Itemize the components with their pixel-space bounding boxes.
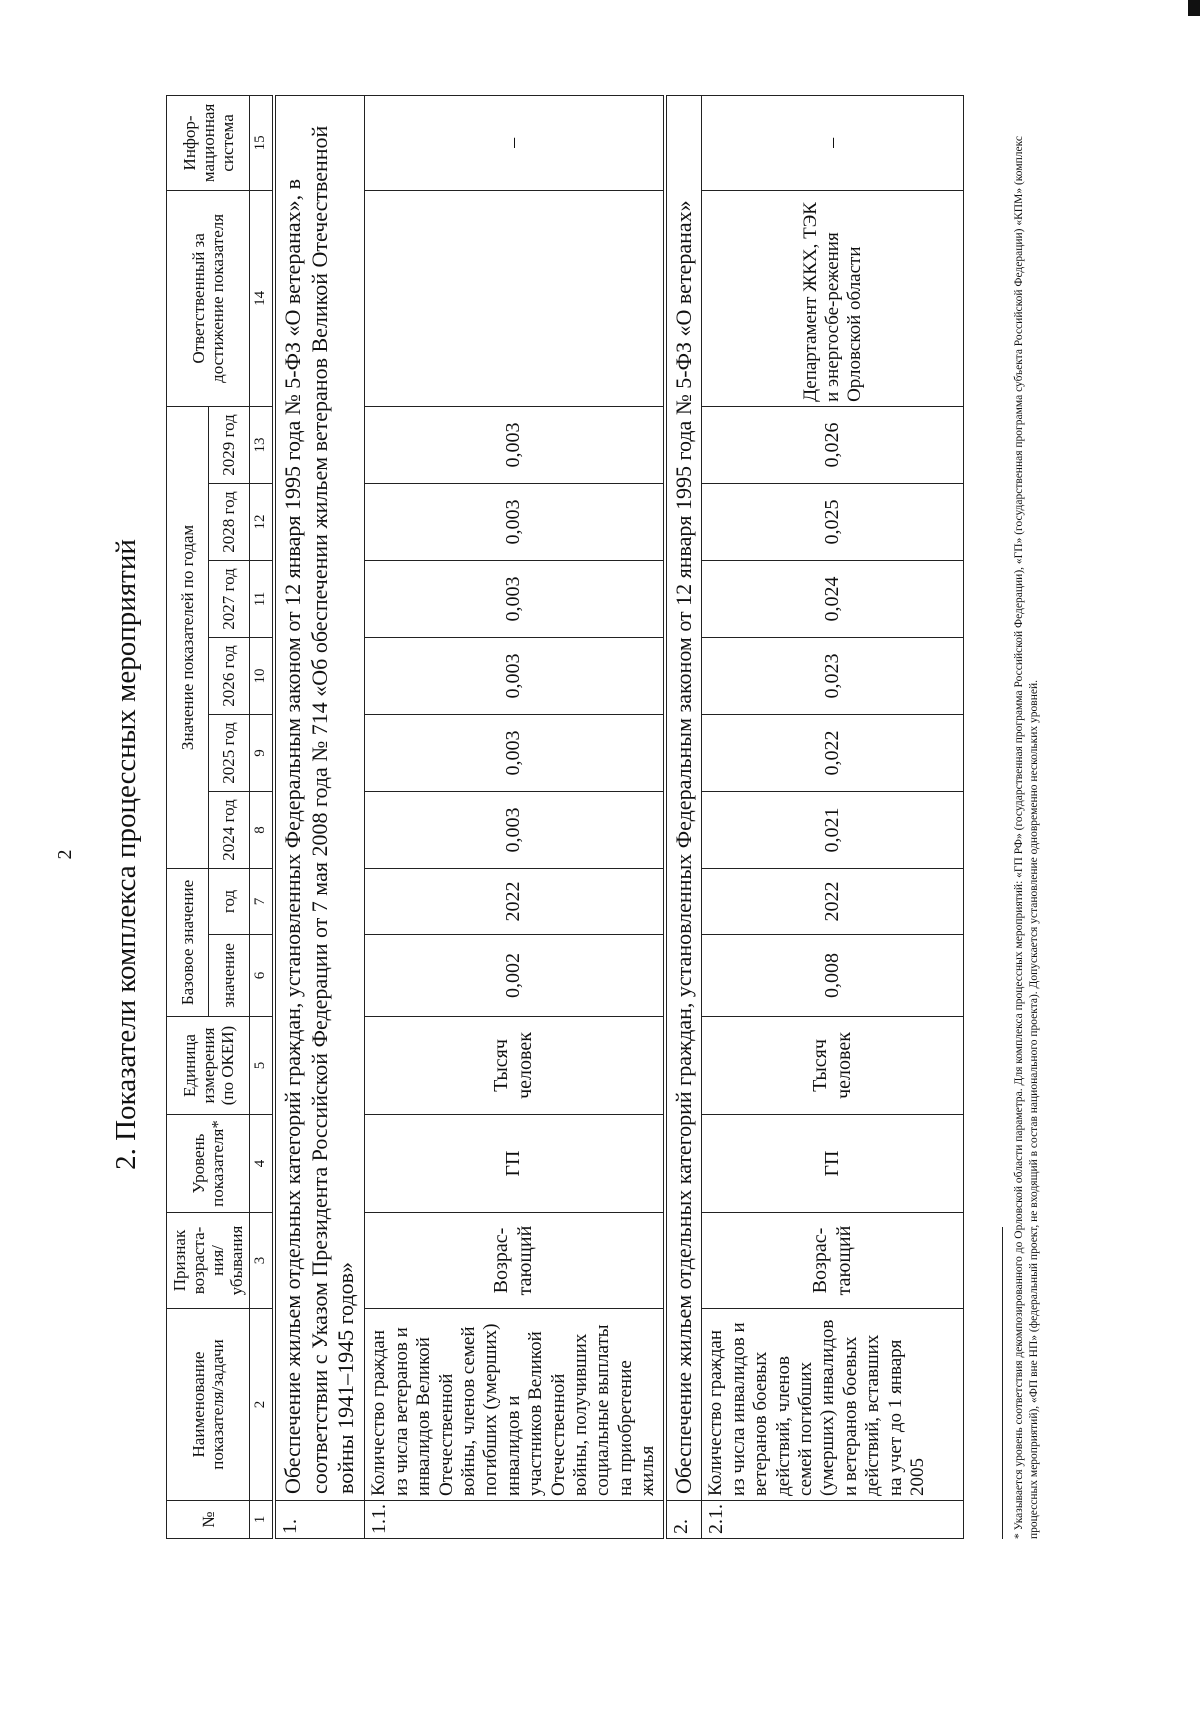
col-number: 12	[250, 483, 274, 560]
row-number: 1.1.	[365, 1501, 665, 1539]
col-number: 5	[250, 1017, 274, 1115]
unit-cell: Тысяч человек	[365, 1017, 665, 1115]
section-number: 2.	[665, 1501, 702, 1539]
value-2027: 0,024	[702, 560, 964, 637]
col-number: 3	[250, 1213, 274, 1309]
header-year-2024: 2024 год	[208, 791, 250, 868]
header-year-2029: 2029 год	[208, 406, 250, 483]
scan-corner-mark	[1188, 0, 1200, 16]
header-year-2027: 2027 год	[208, 560, 250, 637]
table-row	[702, 95, 964, 1538]
base-year-cell: 2022	[365, 868, 665, 934]
value-2028: 0,025	[702, 483, 964, 560]
table-row	[365, 95, 665, 1538]
column-numbers-row	[250, 95, 274, 1538]
col-number: 7	[250, 868, 274, 934]
col-number: 6	[250, 935, 274, 1017]
value-2025: 0,003	[365, 714, 665, 791]
section-title: Обеспечение жильем отдельных категорий граждан, установленных Федеральным законом от 12 января 1995 года № 5-ФЗ «О ветеранах», в соответствии с Указом Президента Российской Федерации от 7 мая 2008 года № 714 «Об обеспечении жильем ветеранов Великой Отечественной войны 1941–1945 годов»	[274, 95, 365, 1500]
value-2029: 0,003	[365, 406, 665, 483]
header-base: Базовое значение	[167, 868, 209, 1016]
header-unit: Единица измерения (по ОКЕИ)	[167, 1017, 250, 1115]
section-number: 1.	[274, 1501, 365, 1539]
col-number: 9	[250, 714, 274, 791]
header-info-system: Инфор-мационная система	[167, 95, 250, 190]
header-base-year: год	[208, 868, 250, 934]
indicators-table	[166, 95, 964, 1539]
value-2026: 0,023	[702, 637, 964, 714]
base-value-cell: 0,008	[702, 935, 964, 1017]
base-year-cell: 2022	[702, 868, 964, 934]
value-2026: 0,003	[365, 637, 665, 714]
header-level: Уровень показателя*	[167, 1115, 250, 1213]
trend-cell: Возрас-тающий	[702, 1213, 964, 1309]
header-year-2028: 2028 год	[208, 483, 250, 560]
col-number: 14	[250, 190, 274, 406]
page-title: 2. Показатели комплекса процессных мероприятий	[110, 539, 142, 1170]
header-base-value: значение	[208, 935, 250, 1017]
responsible-cell	[365, 190, 665, 406]
page-number: 2	[54, 849, 76, 860]
header-name: Наименование показателя/задачи	[167, 1309, 250, 1501]
trend-cell: Возрас-тающий	[365, 1213, 665, 1309]
header-values-by-year: Значение показателей по годам	[167, 406, 209, 868]
section-title: Обеспечение жильем отдельных категорий граждан, установленных Федеральным законом от 12 января 1995 года № 5-ФЗ «О ветеранах»	[665, 95, 702, 1500]
base-value-cell: 0,002	[365, 935, 665, 1017]
row-number: 2.1.	[702, 1501, 964, 1539]
responsible-cell: Департамент ЖКХ, ТЭК и энергосбе-режения Орловской области	[702, 190, 964, 406]
level-cell: ГП	[365, 1115, 665, 1213]
section-row-1	[274, 95, 365, 1538]
header-trend: Признак возраста-ния/ убывания	[167, 1213, 250, 1309]
col-number: 10	[250, 637, 274, 714]
footnote-divider	[1002, 1227, 1003, 1539]
header-no: №	[167, 1501, 250, 1539]
header-year-2026: 2026 год	[208, 637, 250, 714]
col-number: 4	[250, 1115, 274, 1213]
level-cell: ГП	[702, 1115, 964, 1213]
info-system-cell: –	[702, 95, 964, 190]
footnote: * Указывается уровень соответствия декомпозированного до Орловской области параметра. Для комплекса процессных мероприятий: «ГП РФ» (государственная программа Российской Федерации), «ГП» (государственная программа субъекта Российской Федерации) «КПМ» (комплекс процессных мероприятий), «ФП вне НП» (федеральный проект, не входящий в состав национального проекта). Допускается установление одновременно нескольких уровней.	[1013, 136, 1041, 1539]
value-2029: 0,026	[702, 406, 964, 483]
col-number: 1	[250, 1501, 274, 1539]
info-system-cell: –	[365, 95, 665, 190]
value-2024: 0,003	[365, 791, 665, 868]
value-2027: 0,003	[365, 560, 665, 637]
value-2024: 0,021	[702, 791, 964, 868]
indicator-name: Количество граждан из числа инвалидов и ветеранов боевых действий, членов семей погибших (умерших) инвалидов и ветеранов боевых действий, вставших на учет до 1 января 2005	[702, 1309, 964, 1501]
col-number: 15	[250, 95, 274, 190]
header-responsible: Ответственный за достижение показателя	[167, 190, 250, 406]
section-row-2	[665, 95, 702, 1538]
header-year-2025: 2025 год	[208, 714, 250, 791]
col-number: 2	[250, 1309, 274, 1501]
value-2028: 0,003	[365, 483, 665, 560]
value-2025: 0,022	[702, 714, 964, 791]
col-number: 13	[250, 406, 274, 483]
unit-cell: Тысяч человек	[702, 1017, 964, 1115]
indicator-name: Количество граждан из числа ветеранов и инвалидов Великой Отечественной войны, членов семей погибших (умерших) инвалидов и участников Великой Отечественной войны, получивших социальные выплаты на приобретение жилья	[365, 1309, 665, 1501]
col-number: 11	[250, 560, 274, 637]
col-number: 8	[250, 791, 274, 868]
